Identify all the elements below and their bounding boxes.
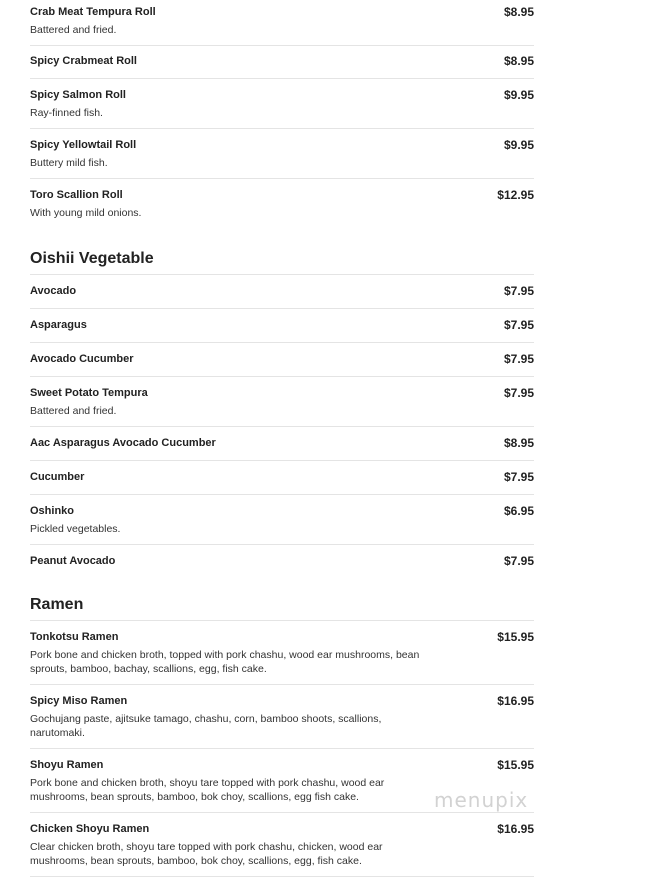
menu-item: [30, 427, 534, 461]
item-description: Buttery mild fish.: [30, 157, 108, 169]
menu-item: [30, 79, 534, 129]
menu-item: [30, 813, 534, 877]
menu-item: [30, 545, 534, 578]
menu-item: [30, 377, 534, 427]
menu-item: [30, 0, 534, 46]
item-name: Spicy Salmon Roll: [30, 89, 126, 101]
section-ramen: [30, 588, 534, 877]
menu-item: [30, 46, 534, 79]
menu-item: [30, 309, 534, 343]
item-description: Battered and fried.: [30, 24, 117, 36]
item-name: Spicy Yellowtail Roll: [30, 139, 137, 151]
item-name: Crab Meat Tempura Roll: [30, 6, 156, 18]
item-price: $15.95: [497, 630, 534, 644]
menu-item: [30, 343, 534, 377]
item-name: Spicy Miso Ramen: [30, 695, 128, 707]
item-price: $7.95: [503, 386, 534, 400]
item-description: Pork bone and chicken broth, shoyu tare topped with pork chashu, wood ear mushrooms, bean sprouts, bamboo, bok choy, scallions, egg fish cake.: [30, 777, 385, 803]
item-name: Shoyu Ramen: [30, 759, 104, 771]
item-description: Battered and fried.: [30, 405, 117, 417]
item-price: $8.95: [503, 54, 534, 68]
menu-item: [30, 129, 534, 179]
item-name: Avocado Cucumber: [30, 353, 134, 365]
item-description: Pickled vegetables.: [30, 523, 121, 535]
item-price: $8.95: [503, 5, 534, 19]
item-name: Avocado: [30, 285, 77, 297]
item-price: $16.95: [497, 822, 534, 836]
item-name: Aac Asparagus Avocado Cucumber: [30, 437, 216, 449]
item-name: Cucumber: [30, 471, 85, 483]
item-price: $8.95: [503, 436, 534, 450]
item-price: $7.95: [503, 554, 534, 568]
item-name: Asparagus: [30, 319, 87, 331]
item-price: $9.95: [503, 88, 534, 102]
watermark-logo: menupix: [434, 788, 529, 812]
menu-item: [30, 495, 534, 545]
item-name: Tonkotsu Ramen: [30, 631, 119, 643]
item-price: $15.95: [497, 758, 534, 772]
item-description: Pork bone and chicken broth, topped with pork chashu, wood ear mushrooms, bean sprouts, bamboo, bachay, scallions, egg, fish cake.: [30, 649, 420, 675]
item-price: $7.95: [503, 318, 534, 332]
menu-item: [30, 621, 534, 685]
item-description: With young mild onions.: [30, 207, 142, 219]
item-description: Clear chicken broth, shoyu tare topped with pork chashu, chicken, wood ear mushrooms, bean sprouts, bamboo, bok choy, scallions, egg, fish cake.: [30, 841, 383, 867]
item-price: $9.95: [503, 138, 534, 152]
item-name: Oshinko: [30, 505, 75, 517]
item-price: $6.95: [503, 504, 534, 518]
item-price: $16.95: [497, 694, 534, 708]
item-description: Ray-finned fish.: [30, 107, 103, 119]
menu-item: [30, 461, 534, 495]
section-title: Oishii Vegetable: [30, 242, 534, 275]
item-name: Sweet Potato Tempura: [30, 387, 148, 399]
item-name: Spicy Crabmeat Roll: [30, 55, 137, 67]
menu: [30, 0, 534, 877]
item-price: $7.95: [503, 284, 534, 298]
section-title: Ramen: [30, 588, 534, 621]
item-price: $7.95: [503, 470, 534, 484]
item-name: Peanut Avocado: [30, 555, 116, 567]
item-description: Gochujang paste, ajitsuke tamago, chashu, corn, bamboo shoots, scallions, narutomaki.: [30, 713, 382, 739]
menu-item: [30, 685, 534, 749]
item-price: $12.95: [497, 188, 534, 202]
item-name: Chicken Shoyu Ramen: [30, 823, 150, 835]
menu-item: [30, 179, 534, 228]
menu-item: [30, 275, 534, 309]
section-rolls: [30, 0, 534, 228]
item-price: $7.95: [503, 352, 534, 366]
section-oishii-vegetable: [30, 242, 534, 578]
item-name: Toro Scallion Roll: [30, 189, 123, 201]
